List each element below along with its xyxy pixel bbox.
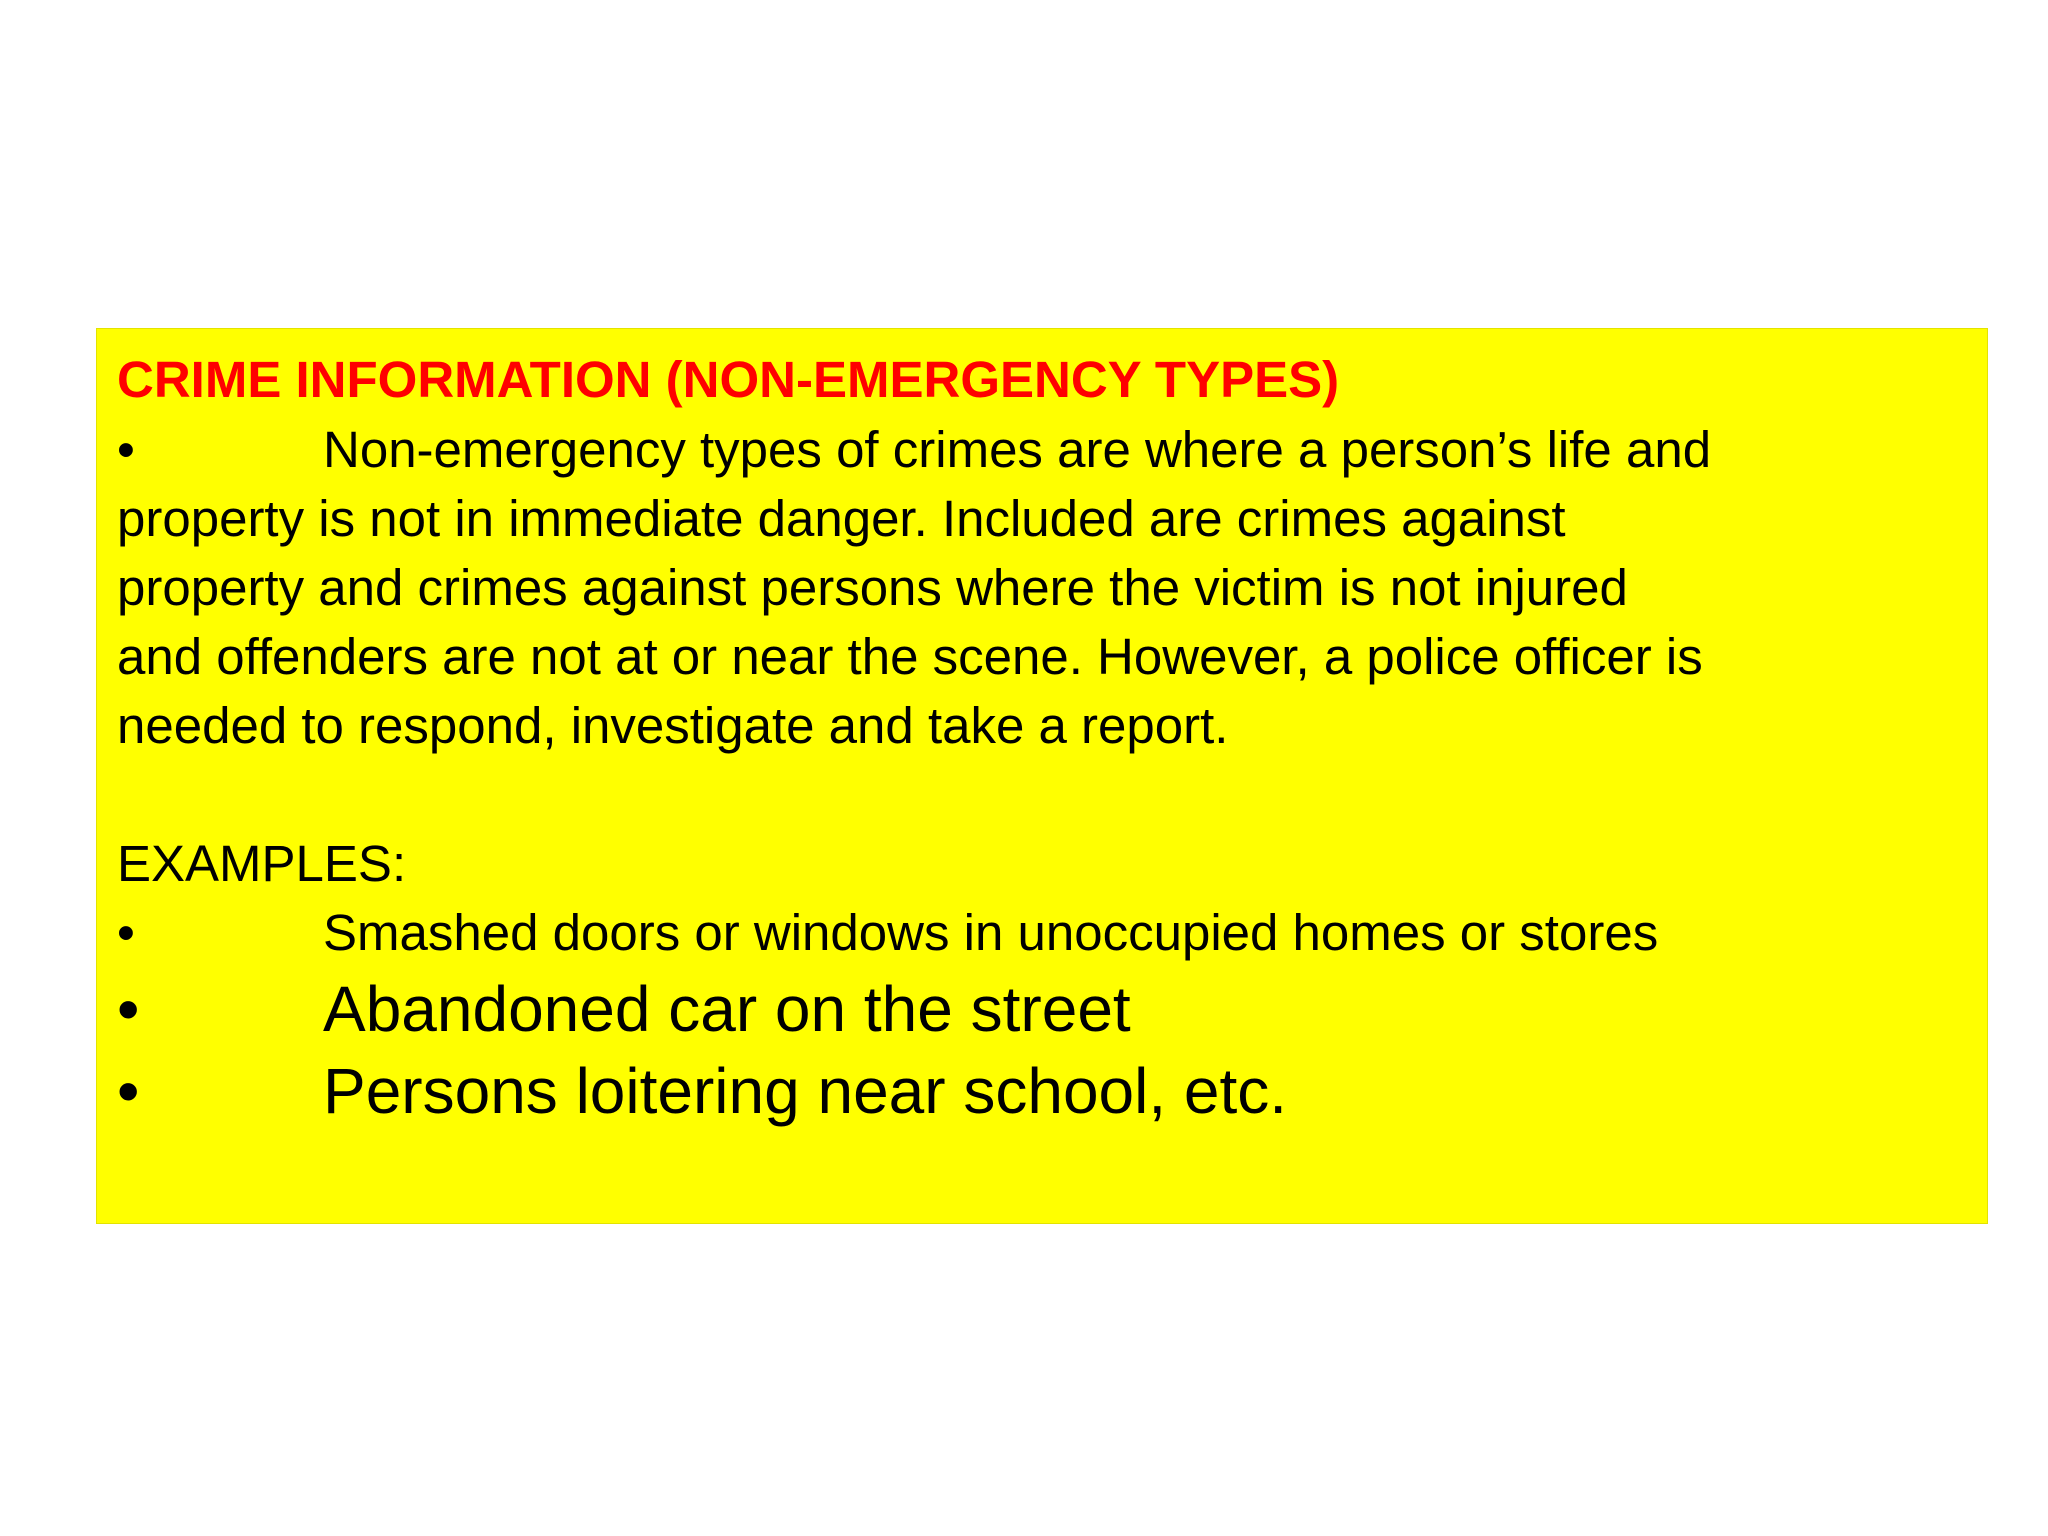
highlight-panel [96, 328, 1988, 1224]
intro-line-3: property and crimes against persons where the victim is not injured [117, 559, 1628, 616]
intro-line-1: Non-emergency types of crimes are where a person’s life and [323, 421, 1712, 478]
bullet-icon: • [117, 904, 135, 961]
example-item [117, 1050, 1987, 1132]
spacer [117, 760, 1987, 829]
example-text: Persons loitering near school, etc. [323, 1055, 1288, 1127]
intro-line-2: property is not in immediate danger. Included are crimes against [117, 490, 1566, 547]
bullet-icon: • [117, 421, 135, 478]
section-heading: CRIME INFORMATION (NON-EMERGENCY TYPES) [117, 351, 1340, 408]
example-item [117, 968, 1987, 1050]
intro-line-5: needed to respond, investigate and take a report. [117, 697, 1229, 754]
example-text: Abandoned car on the street [323, 973, 1131, 1045]
example-text: Smashed doors or windows in unoccupied homes or stores [323, 904, 1659, 961]
intro-line-4: and offenders are not at or near the scene. However, a police officer is [117, 628, 1703, 685]
intro-bullet [117, 415, 1987, 484]
example-item [117, 898, 1987, 968]
bullet-icon: • [117, 1055, 140, 1127]
bullet-icon: • [117, 973, 140, 1045]
examples-label: EXAMPLES: [117, 835, 407, 892]
